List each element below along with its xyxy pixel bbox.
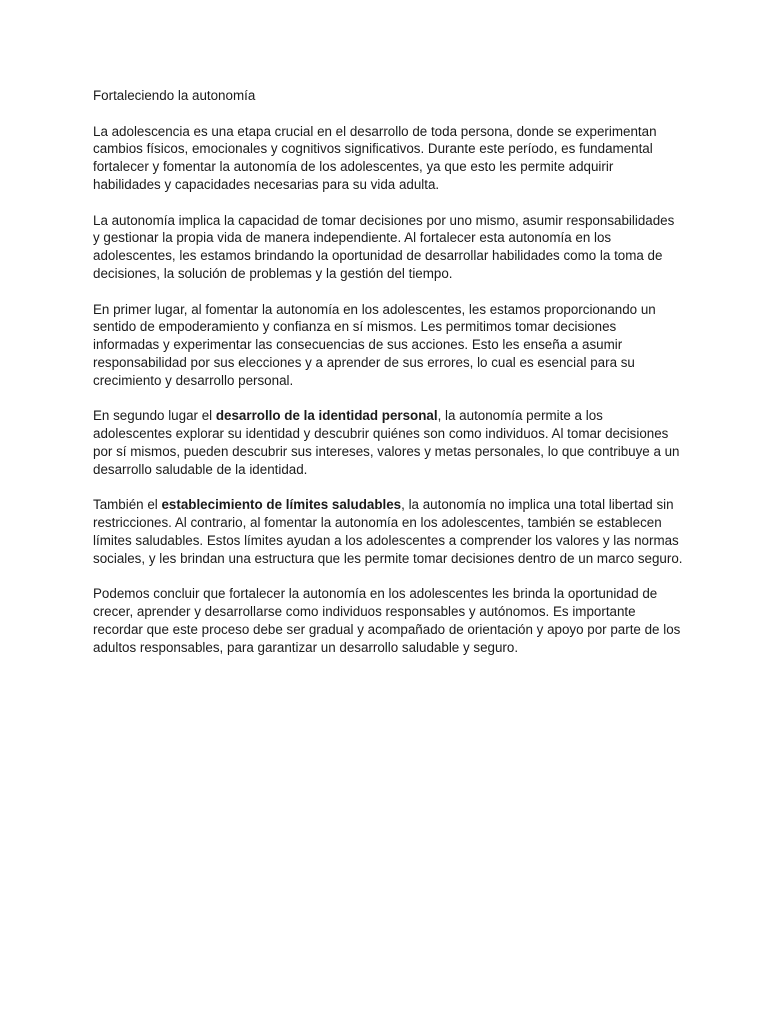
- paragraph-identity: [93, 407, 683, 478]
- document-body: [93, 87, 683, 674]
- paragraph-first-point: En primer lugar, al fomentar la autonomía en los adolescentes, les estamos proporcionando un sentido de empoderamiento y confianza en sí mismos. Les permitimos tomar decisiones informadas y experimentar las consecuencias de sus acciones. Esto les enseña a asumir responsabilidad por sus elecciones y a aprender de sus errores, lo cual es esencial para su crecimiento y desarrollo personal.: [93, 301, 656, 388]
- paragraph-identity-rest: , la autonomía permite a los adolescentes explorar su identidad y descubrir quiénes son como individuos. Al tomar decisiones por sí mismos, pueden descubrir sus intereses, valores y metas personales, lo que contribuye a un desarrollo saludable de la identidad.: [93, 408, 680, 477]
- paragraph-limits-emphasis: establecimiento de límites saludables: [161, 497, 402, 513]
- paragraph-identity-lead: En segundo lugar el: [93, 408, 216, 424]
- paragraph-conclusion: Podemos concluir que fortalecer la autonomía en los adolescentes les brinda la oportunidad de crecer, aprender y desarrollarse como individuos responsables y autónomos. Es importante recordar que este proceso debe ser gradual y acompañado de orientación y apoyo por parte de los adultos responsables, para garantizar un desarrollo saludable y seguro.: [93, 586, 681, 655]
- paragraph-limits: [93, 496, 683, 567]
- paragraph-definition: La autonomía implica la capacidad de tomar decisiones por uno mismo, asumir responsabilidades y gestionar la propia vida de manera independiente. Al fortalecer esta autonomía en los adolescentes, les estamos brindando la oportunidad de desarrollar habilidades como la toma de decisiones, la solución de problemas y la gestión del tiempo.: [93, 212, 675, 281]
- paragraph-limits-lead: También el: [93, 497, 162, 513]
- paragraph-intro: La adolescencia es una etapa crucial en el desarrollo de toda persona, donde se experimentan cambios físicos, emocionales y cognitivos significativos. Durante este período, es fundamental fortalecer y fomentar la autonomía de los adolescentes, ya que esto les permite adquirir habilidades y capacidades necesarias para su vida adulta.: [93, 123, 657, 192]
- paragraph-limits-rest: , la autonomía no implica una total libertad sin restricciones. Al contrario, al fomentar la autonomía en los adolescentes, también se establecen límites saludables. Estos límites ayudan a los adolescentes a comprender los valores y las normas sociales, y les brindan una estructura que les permite tomar decisiones dentro de un marco seguro.: [93, 497, 683, 566]
- paragraph-identity-emphasis: desarrollo de la identidad personal: [215, 408, 438, 424]
- document-title: Fortaleciendo la autonomía: [93, 88, 256, 103]
